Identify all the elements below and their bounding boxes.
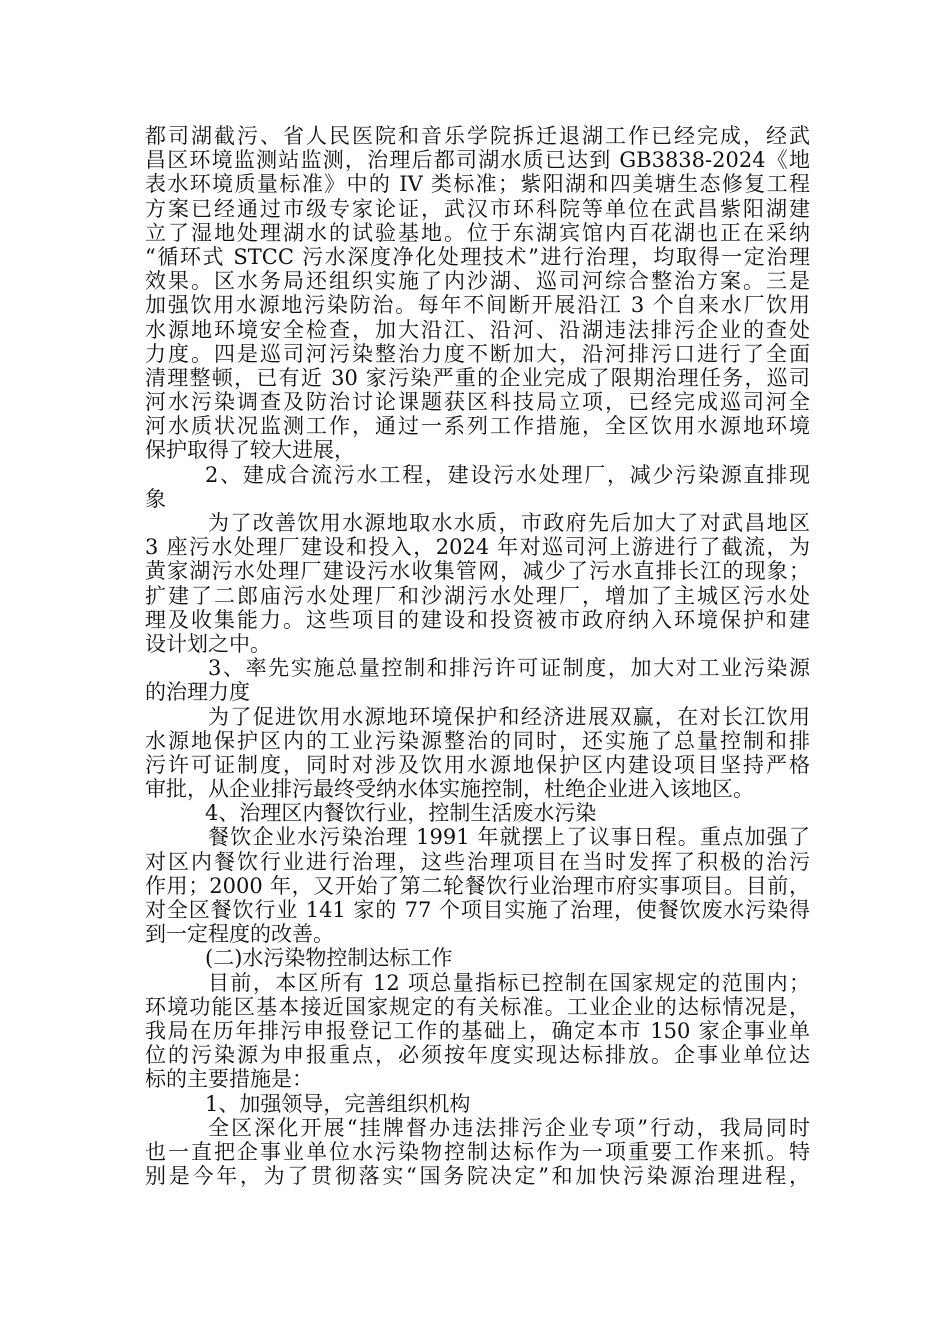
document-page [145, 124, 810, 1188]
section-heading-continuation: 的治理力度 [145, 680, 250, 705]
section-heading-continuation: 象 [145, 486, 166, 511]
text-line: 都司湖截污、省人民医院和音乐学院拆迁退湖工作已经完成，经武 [145, 124, 810, 148]
text-line: 水源地环境安全检查，加大沿江、沿河、沿湖违法排污企业的查处 [145, 317, 810, 342]
text-line: 昌区环境监测站监测，治理后都司湖水质已达到 GB3838-2024《地 [145, 148, 810, 173]
text-line: 效果。区水务局还组织实施了内沙湖、巡司河综合整治方案。三是 [145, 269, 810, 294]
section-heading: 4、治理区内餐饮行业，控制生活废水污染 [205, 801, 597, 826]
text-line: 力度。四是巡司河污染整治力度不断加大，沿河排污口进行了全面 [145, 341, 810, 366]
text-line: 立了湿地处理湖水的试验基地。位于东湖宾馆内百花湖也正在采纳 [145, 220, 810, 245]
text-line: 目前，本区所有 12 项总量指标已控制在国家规定的范围内； [208, 970, 810, 995]
text-line: 作用；2000 年，又开始了第二轮餐饮行业治理市府实事项目。目前， [145, 873, 810, 898]
text-line: 3 座污水处理厂建设和投入，2024 年对巡司河上游进行了截流，为 [145, 535, 810, 560]
section-heading: (二)水污染物控制达标工作 [205, 946, 453, 971]
text-line: 到一定程度的改善。 [145, 922, 334, 947]
text-line: 方案已经通过市级专家论证，武汉市环科院等单位在武昌紫阳湖建 [145, 196, 810, 221]
text-line: 我局在历年排污申报登记工作的基础上，确定本市 150 家企事业单 [145, 1018, 810, 1043]
text-line: 位的污染源为申报重点，必须按年度实现达标排放。企事业单位达 [145, 1043, 810, 1068]
text-line: 餐饮企业水污染治理 1991 年就摆上了议事日程。重点加强了 [208, 825, 810, 850]
text-line: 为了改善饮用水源地取水水质，市政府先后加大了对武昌地区 [208, 511, 810, 535]
text-line: 水源地保护区内的工业污染源整治的同时，还实施了总量控制和排 [145, 728, 810, 753]
text-line: 对区内餐饮行业进行治理，这些治理项目在当时发挥了积极的治污 [145, 849, 810, 874]
text-line: 别是今年，为了贯彻落实“国务院决定”和加快污染源治理进程， [145, 1164, 810, 1189]
text-line: 为了促进饮用水源地环境保护和经济进展双赢，在对长江饮用 [208, 704, 810, 729]
text-line: 污许可证制度，同时对涉及饮用水源地保护区内建设项目坚持严格 [145, 752, 810, 777]
text-line: 表水环境质量标准》中的 IV 类标准；紫阳湖和四美塘生态修复工程 [145, 172, 810, 197]
text-line: 理及收集能力。这些项目的建设和投资被市政府纳入环境保护和建 [145, 607, 810, 632]
text-line: 河水污染调查及防治讨论课题获区科技局立项，已经完成巡司河全 [145, 390, 810, 415]
section-heading: 3、率先实施总量控制和排污许可证制度，加大对工业污染源 [208, 656, 810, 681]
text-line: 河水质状况监测工作，通过一系列工作措施，全区饮用水源地环境 [145, 414, 810, 439]
section-heading: 2、建成合流污水工程，建设污水处理厂，减少污染源直排现 [205, 462, 810, 487]
text-line: 加强饮用水源地污染防治。每年不间断开展沿江 3 个自来水厂饮用 [145, 293, 810, 318]
section-heading: 1、加强领导，完善组织机构 [205, 1091, 471, 1116]
text-line: “循环式 STCC 污水深度净化处理技术”进行治理，均取得一定治理 [145, 244, 810, 269]
text-line: 标的主要措施是： [145, 1067, 313, 1092]
text-line: 黄家湖污水处理厂建设污水收集管网，减少了污水直排长江的现象； [145, 559, 810, 584]
text-line: 对全区餐饮行业 141 家的 77 个项目实施了治理，使餐饮废水污染得 [145, 898, 810, 922]
text-line: 设计划之中。 [145, 631, 271, 656]
text-line: 也一直把企事业单位水污染物控制达标作为一项重要工作来抓。特 [145, 1139, 810, 1164]
text-line: 保护取得了较大进展， [145, 438, 355, 463]
text-line: 清理整顿，已有近 30 家污染严重的企业完成了限期治理任务，巡司 [145, 365, 810, 390]
text-line: 环境功能区基本接近国家规定的有关标准。工业企业的达标情况是， [145, 994, 810, 1019]
text-line: 审批，从企业排污最终受纳水体实施控制，杜绝企业进入该地区。 [145, 777, 754, 802]
text-line: 扩建了二郎庙污水处理厂和沙湖污水处理厂，增加了主城区污水处 [145, 583, 810, 608]
text-line: 全区深化开展“挂牌督办违法排污企业专项”行动，我局同时 [208, 1115, 810, 1140]
